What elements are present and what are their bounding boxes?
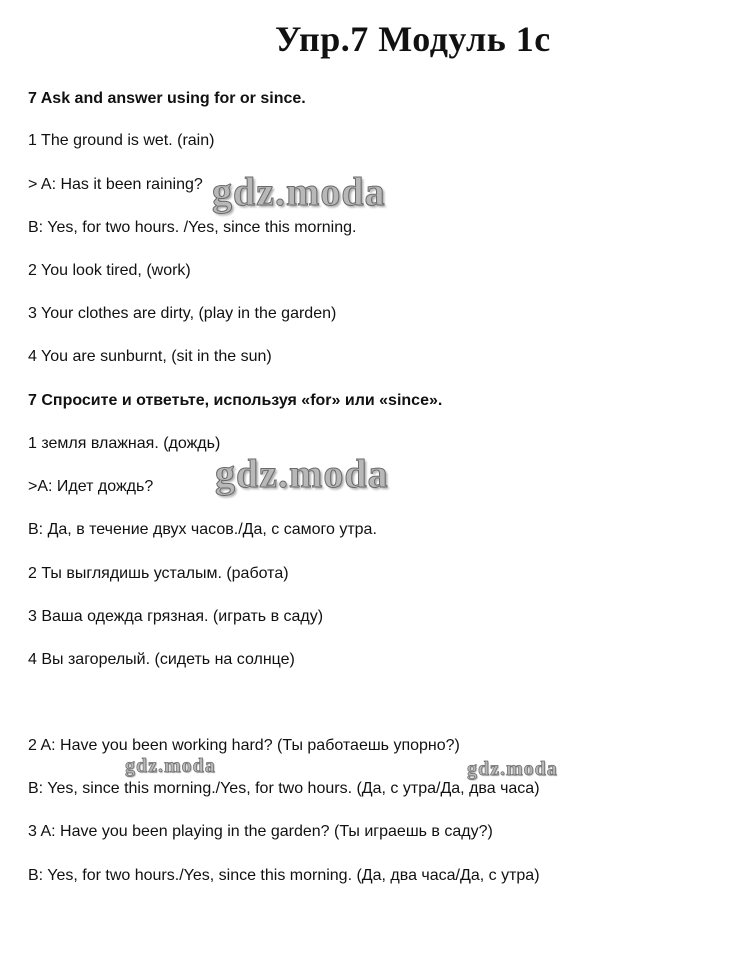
- watermark: gdz.moda: [125, 755, 216, 777]
- task-line: 4 You are sunburnt, (sit in the sun): [28, 348, 272, 365]
- answer-line: 2 A: Have you been working hard? (Ты работаешь упорно?): [28, 737, 460, 754]
- exercise-heading-russian: 7 Спросите и ответьте, используя «for» или «since».: [28, 392, 443, 409]
- task-line: 2 You look tired, (work): [28, 262, 191, 279]
- example-answer-line: B: Yes, for two hours. /Yes, since this morning.: [28, 219, 357, 236]
- example-question-line: >A: Идет дождь?: [28, 478, 154, 495]
- answer-line: B: Yes, for two hours./Yes, since this morning. (Да, два часа/Да, с утра): [28, 867, 540, 884]
- task-line: 1 The ground is wet. (rain): [28, 132, 215, 149]
- task-line: 3 Your clothes are dirty, (play in the garden): [28, 305, 337, 322]
- task-line: 3 Ваша одежда грязная. (играть в саду): [28, 608, 324, 625]
- page-title: Упр.7 Модуль 1c: [275, 19, 551, 59]
- watermark: gdz.moda: [467, 758, 558, 780]
- task-line: 4 Вы загорелый. (сидеть на солнце): [28, 651, 295, 668]
- watermark: gdz.moda: [215, 451, 389, 496]
- example-answer-line: В: Да, в течение двух часов./Да, с самого утра.: [28, 521, 377, 538]
- watermark: gdz.moda: [212, 169, 386, 214]
- example-question-line: > A: Has it been raining?: [28, 176, 203, 193]
- task-line: 2 Ты выглядишь усталым. (работа): [28, 565, 289, 582]
- answer-line: 3 A: Have you been playing in the garden? (Ты играешь в саду?): [28, 823, 493, 840]
- answer-line: B: Yes, since this morning./Yes, for two hours. (Да, с утра/Да, два часа): [28, 780, 540, 797]
- task-line: 1 земля влажная. (дождь): [28, 435, 221, 452]
- exercise-heading-english: 7 Ask and answer using for or since.: [28, 90, 306, 107]
